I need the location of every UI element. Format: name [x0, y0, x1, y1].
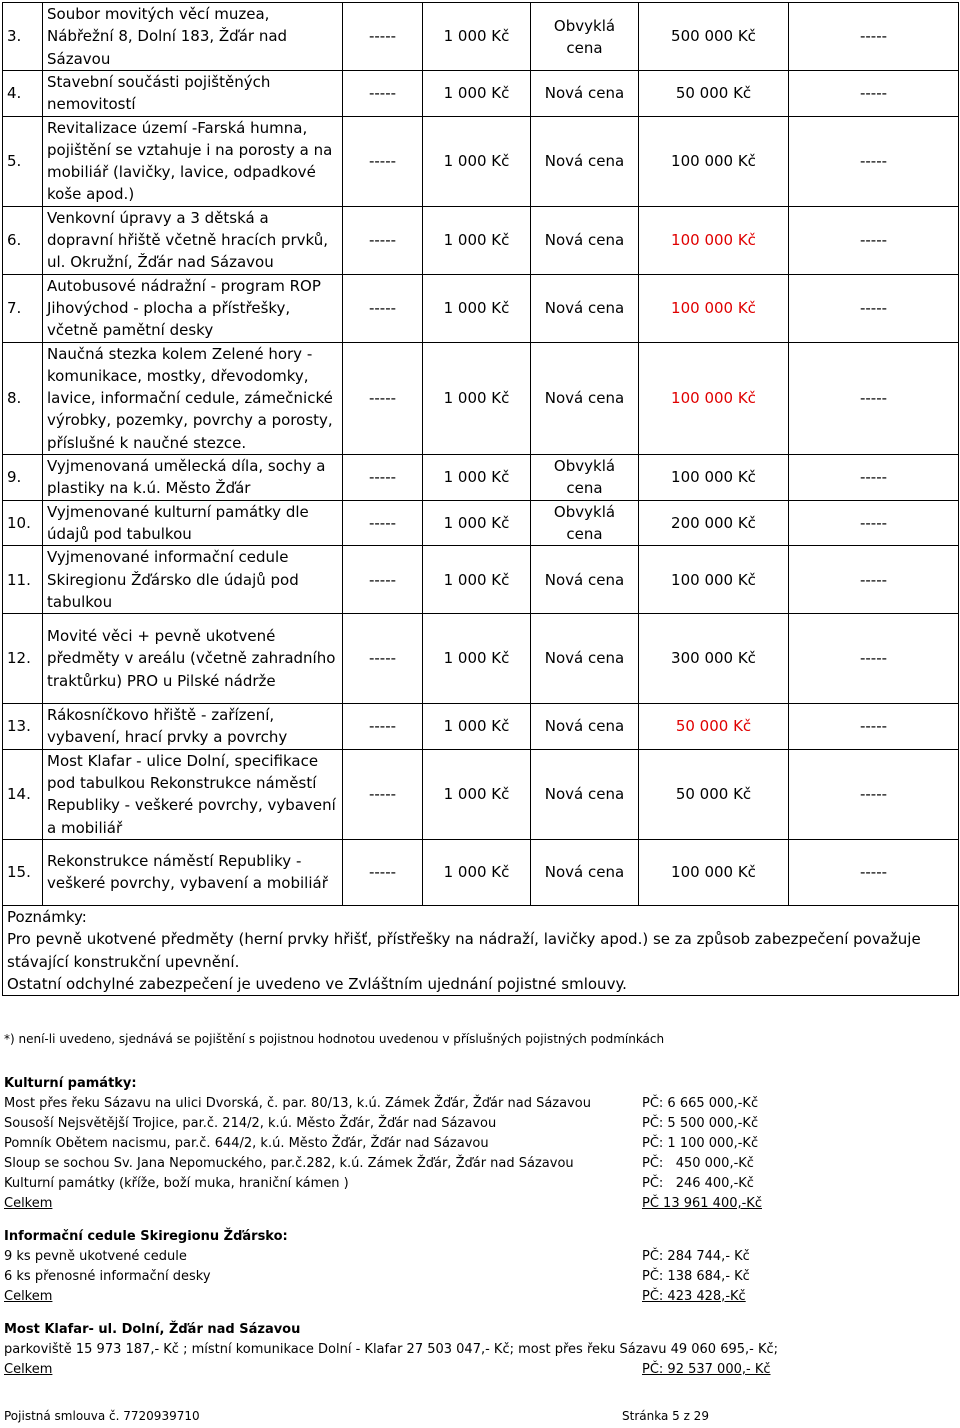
row-price-type: Nová cena	[531, 274, 639, 342]
row-price-type: Obvyklá cena	[531, 455, 639, 501]
kulturni-item-label: Sousoší Nejsvětější Trojice, par.č. 214/2, k.ú. Město Žďár, Žďár nad Sázavou	[4, 1116, 497, 1131]
row-dash-right: -----	[789, 839, 959, 905]
row-deductible: 1 000 Kč	[423, 342, 531, 454]
row-dash-right: -----	[789, 500, 959, 546]
cedule-total-row	[4, 1287, 954, 1307]
kulturni-total-row	[4, 1194, 954, 1214]
row-number: 12.	[3, 614, 43, 704]
row-dash-left: -----	[343, 116, 423, 206]
row-deductible: 1 000 Kč	[423, 500, 531, 546]
row-description: Vyjmenovaná umělecká díla, sochy a plastiky na k.ú. Město Žďár	[43, 455, 343, 501]
row-description: Stavební součásti pojištěných nemovitostí	[43, 71, 343, 117]
table-row	[3, 206, 959, 274]
row-limit: 100 000 Kč	[639, 274, 789, 342]
row-limit: 100 000 Kč	[639, 455, 789, 501]
row-dash-left: -----	[343, 546, 423, 614]
row-number: 10.	[3, 500, 43, 546]
row-number: 8.	[3, 342, 43, 454]
table-row	[3, 3, 959, 71]
table-row	[3, 342, 959, 454]
kulturni-item-label: Pomník Obětem nacismu, par.č. 644/2, k.ú. Město Žďár, Žďár nad Sázavou	[4, 1136, 489, 1151]
row-deductible: 1 000 Kč	[423, 116, 531, 206]
row-description: Vyjmenované informační cedule Skiregionu Žďársko dle údajů pod tabulkou	[43, 546, 343, 614]
row-description: Autobusové nádražní - program ROP Jihovýchod - plocha a přístřešky, včetně pamětní desky	[43, 274, 343, 342]
klafar-text: parkoviště 15 973 187,- Kč ; místní komunikace Dolní - Klafar 27 503 047,- Kč; most přes řeku Sázavu 49 060 695,- Kč;	[4, 1342, 779, 1357]
kulturni-item	[4, 1154, 954, 1174]
row-dash-right: -----	[789, 455, 959, 501]
row-description: Soubor movitých věcí muzea, Nábřežní 8, Dolní 183, Žďár nad Sázavou	[43, 3, 343, 71]
row-price-type: Nová cena	[531, 704, 639, 750]
row-dash-left: -----	[343, 455, 423, 501]
row-limit: 50 000 Kč	[639, 704, 789, 750]
row-dash-left: -----	[343, 500, 423, 546]
table-row	[3, 546, 959, 614]
cedule-item	[4, 1247, 954, 1267]
row-price-type: Nová cena	[531, 71, 639, 117]
table-row	[3, 274, 959, 342]
kulturni-item	[4, 1174, 954, 1194]
row-deductible: 1 000 Kč	[423, 3, 531, 71]
kulturni-item-value: PČ: 246 400,-Kč	[642, 1176, 754, 1191]
row-deductible: 1 000 Kč	[423, 206, 531, 274]
row-number: 7.	[3, 274, 43, 342]
kulturni-item-label: Sloup se sochou Sv. Jana Nepomuckého, par.č.282, k.ú. Zámek Žďár, Žďár nad Sázavou	[4, 1156, 574, 1171]
row-deductible: 1 000 Kč	[423, 749, 531, 839]
table-row	[3, 749, 959, 839]
table-row	[3, 839, 959, 905]
row-dash-left: -----	[343, 71, 423, 117]
row-dash-right: -----	[789, 614, 959, 704]
row-deductible: 1 000 Kč	[423, 71, 531, 117]
row-limit: 50 000 Kč	[639, 749, 789, 839]
row-price-type: Nová cena	[531, 614, 639, 704]
row-limit: 100 000 Kč	[639, 546, 789, 614]
row-number: 6.	[3, 206, 43, 274]
row-price-type: Nová cena	[531, 206, 639, 274]
cedule-section	[4, 1227, 954, 1307]
row-dash-left: -----	[343, 749, 423, 839]
table-row	[3, 614, 959, 704]
notes-title: Poznámky:	[7, 907, 87, 926]
insurance-table	[2, 2, 959, 996]
row-dash-right: -----	[789, 206, 959, 274]
row-dash-right: -----	[789, 749, 959, 839]
row-price-type: Nová cena	[531, 342, 639, 454]
kulturni-total-value: PČ 13 961 400,-Kč	[642, 1196, 762, 1211]
row-number: 9.	[3, 455, 43, 501]
row-limit: 100 000 Kč	[639, 116, 789, 206]
kulturni-section	[4, 1074, 954, 1214]
row-price-type: Nová cena	[531, 839, 639, 905]
row-limit: 300 000 Kč	[639, 614, 789, 704]
table-row	[3, 455, 959, 501]
cedule-total-value: PČ: 423 428,-Kč	[642, 1289, 746, 1304]
table-row	[3, 704, 959, 750]
row-limit: 100 000 Kč	[639, 839, 789, 905]
footer-page-number: Stránka 5 z 29	[622, 1409, 709, 1423]
klafar-section	[4, 1320, 954, 1380]
footnote: *) není-li uvedeno, sjednává se pojištění s pojistnou hodnotou uvedenou v příslušných pojistných podmínkách	[4, 1032, 665, 1046]
kulturni-item	[4, 1134, 954, 1154]
row-description: Revitalizace území -Farská humna, pojištění se vztahuje i na porosty a na mobiliář (lavičky, lavice, odpadkové koše apod.)	[43, 116, 343, 206]
kulturni-item	[4, 1094, 954, 1114]
row-dash-right: -----	[789, 71, 959, 117]
table-row	[3, 500, 959, 546]
row-number: 11.	[3, 546, 43, 614]
row-price-type: Obvyklá cena	[531, 3, 639, 71]
row-deductible: 1 000 Kč	[423, 274, 531, 342]
notes-line-1: Pro pevně ukotvené předměty (herní prvky hřišť, přístřešky na nádraží, lavičky apod.) se za způsob zabezpečení považuje stávající konstrukční upevnění.	[7, 930, 921, 971]
row-dash-left: -----	[343, 839, 423, 905]
row-price-type: Nová cena	[531, 546, 639, 614]
row-dash-right: -----	[789, 274, 959, 342]
kulturni-item-value: PČ: 450 000,-Kč	[642, 1156, 754, 1171]
row-limit: 100 000 Kč	[639, 206, 789, 274]
row-number: 5.	[3, 116, 43, 206]
kulturni-item-value: PČ: 5 500 000,-Kč	[642, 1116, 759, 1131]
row-number: 3.	[3, 3, 43, 71]
row-dash-right: -----	[789, 704, 959, 750]
row-number: 4.	[3, 71, 43, 117]
row-dash-left: -----	[343, 206, 423, 274]
row-dash-left: -----	[343, 342, 423, 454]
row-dash-left: -----	[343, 3, 423, 71]
klafar-heading: Most Klafar- ul. Dolní, Žďár nad Sázavou	[4, 1322, 301, 1337]
row-description: Rákosníčkovo hřiště - zařízení, vybavení, hrací prvky a povrchy	[43, 704, 343, 750]
row-description: Venkovní úpravy a 3 dětská a dopravní hřiště včetně hracích prvků, ul. Okružní, Žďár nad Sázavou	[43, 206, 343, 274]
row-price-type: Obvyklá cena	[531, 500, 639, 546]
kulturni-item-value: PČ: 6 665 000,-Kč	[642, 1096, 759, 1111]
cedule-heading: Informační cedule Skiregionu Žďársko:	[4, 1229, 288, 1244]
klafar-total-value: PČ: 92 537 000,- Kč	[642, 1362, 771, 1377]
row-price-type: Nová cena	[531, 749, 639, 839]
row-dash-left: -----	[343, 274, 423, 342]
table-row	[3, 116, 959, 206]
row-dash-right: -----	[789, 3, 959, 71]
table-row	[3, 71, 959, 117]
cedule-item	[4, 1267, 954, 1287]
row-number: 14.	[3, 749, 43, 839]
kulturni-item	[4, 1114, 954, 1134]
row-deductible: 1 000 Kč	[423, 455, 531, 501]
row-limit: 200 000 Kč	[639, 500, 789, 546]
kulturni-total-label: Celkem	[4, 1196, 53, 1211]
row-dash-right: -----	[789, 342, 959, 454]
row-dash-left: -----	[343, 614, 423, 704]
kulturni-item-label: Most přes řeku Sázavu na ulici Dvorská, č. par. 80/13, k.ú. Zámek Žďár, Žďár nad Sázavou	[4, 1096, 591, 1111]
row-deductible: 1 000 Kč	[423, 839, 531, 905]
kulturni-item-value: PČ: 1 100 000,-Kč	[642, 1136, 759, 1151]
row-dash-right: -----	[789, 116, 959, 206]
notes-row	[3, 905, 959, 995]
footer-policy-number: Pojistná smlouva č. 7720939710	[4, 1409, 200, 1423]
row-description: Rekonstrukce náměstí Republiky - veškeré povrchy, vybavení a mobiliář	[43, 839, 343, 905]
row-deductible: 1 000 Kč	[423, 614, 531, 704]
row-deductible: 1 000 Kč	[423, 704, 531, 750]
klafar-total-label: Celkem	[4, 1362, 53, 1377]
row-dash-left: -----	[343, 704, 423, 750]
cedule-item-value: PČ: 284 744,- Kč	[642, 1249, 750, 1264]
row-number: 13.	[3, 704, 43, 750]
row-description: Vyjmenované kulturní památky dle údajů pod tabulkou	[43, 500, 343, 546]
klafar-total-row	[4, 1360, 954, 1380]
row-deductible: 1 000 Kč	[423, 546, 531, 614]
row-dash-right: -----	[789, 546, 959, 614]
kulturni-heading: Kulturní památky:	[4, 1076, 137, 1091]
row-limit: 500 000 Kč	[639, 3, 789, 71]
cedule-item-value: PČ: 138 684,- Kč	[642, 1269, 750, 1284]
row-description: Naučná stezka kolem Zelené hory - komunikace, mostky, dřevodomky, lavice, informační cedule, zámečnické výrobky, pozemky, povrchy a porosty, příslušné k naučné stezce.	[43, 342, 343, 454]
row-description: Movité věci + pevně ukotvené předměty v areálu (včetně zahradního traktůrku) PRO u Pilské nádrže	[43, 614, 343, 704]
row-limit: 50 000 Kč	[639, 71, 789, 117]
row-number: 15.	[3, 839, 43, 905]
row-price-type: Nová cena	[531, 116, 639, 206]
notes-line-2: Ostatní odchylné zabezpečení je uvedeno ve Zvláštním ujednání pojistné smlouvy.	[7, 974, 627, 993]
row-limit: 100 000 Kč	[639, 342, 789, 454]
kulturni-item-label: Kulturní památky (kříže, boží muka, hraniční kámen )	[4, 1176, 349, 1191]
row-description: Most Klafar - ulice Dolní, specifikace pod tabulkou Rekonstrukce náměstí Republiky - veškeré povrchy, vybavení a mobiliář	[43, 749, 343, 839]
cedule-total-label: Celkem	[4, 1289, 53, 1304]
cedule-item-label: 6 ks přenosné informační desky	[4, 1269, 211, 1284]
cedule-item-label: 9 ks pevně ukotvené cedule	[4, 1249, 187, 1264]
